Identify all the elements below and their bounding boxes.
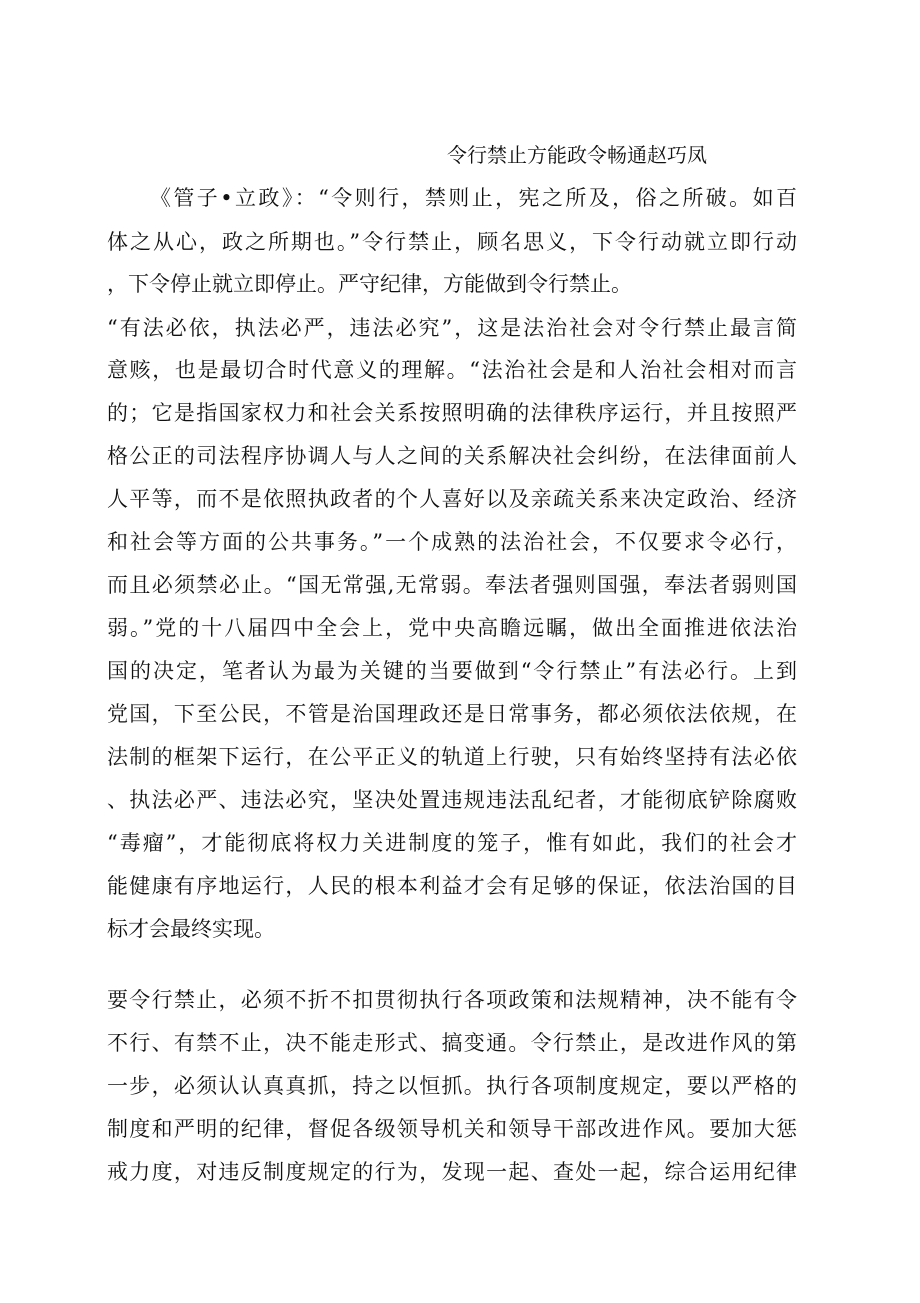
text-line: “毒瘤”，才能彻底将权力关进制度的笼子，惟有如此，我们的社会才 — [107, 831, 797, 855]
text-line: 戒力度，对违反制度规定的行为，发现一起、查处一起，综合运用纪律 — [107, 1160, 797, 1184]
text-line: 人平等，而不是依照执政者的个人喜好以及亲疏关系来决定政治、经济 — [107, 487, 797, 511]
text-line: 标才会最终实现。 — [107, 917, 275, 941]
text-line: 弱。”党的十八届四中全会上，党中央高瞻远瞩，做出全面推进依法治 — [107, 616, 797, 640]
text-line: 《管子•立政》：“令则行，禁则止，宪之所及，俗之所破。如百 — [150, 186, 797, 210]
text-line: 一步，必须认认真真抓，持之以恒抓。执行各项制度规定，要以严格的 — [107, 1074, 797, 1098]
text-line: 的；它是指国家权力和社会关系按照明确的法律秩序运行，并且按照严 — [107, 401, 797, 425]
text-line: 而且必须禁必止。“国无常强,无常弱。奉法者强则国强，奉法者弱则国 — [107, 573, 797, 597]
text-line: 法制的框架下运行，在公平正义的轨道上行驶，只有始终坚持有法必依 — [107, 745, 797, 769]
text-line: “有法必依，执法必严，违法必究”，这是法治社会对令行禁止最言简 — [107, 316, 797, 340]
text-line: 要令行禁止，必须不折不扣贯彻执行各项政策和法规精神，决不能有令 — [107, 988, 797, 1012]
text-line: ，下令停止就立即停止。严守纪律，方能做到令行禁止。 — [107, 272, 632, 296]
text-line: 意赅，也是最切合时代意义的理解。“法治社会是和人治社会相对而言 — [107, 358, 797, 382]
text-line: 能健康有序地运行，人民的根本利益才会有足够的保证，依法治国的目 — [107, 874, 797, 898]
text-line: 和社会等方面的公共事务。”一个成熟的法治社会，不仅要求令必行， — [107, 530, 797, 554]
text-line: 不行、有禁不止，决不能走形式、搞变通。令行禁止，是改进作风的第 — [107, 1031, 797, 1055]
text-line: 党国，下至公民，不管是治国理政还是日常事务，都必须依法依规，在 — [107, 702, 797, 726]
text-line: 国的决定，笔者认为最为关键的当要做到“令行禁止”有法必行。上到 — [107, 659, 797, 683]
text-line: 格公正的司法程序协调人与人之间的关系解决社会纠纷，在法律面前人 — [107, 444, 797, 468]
text-line: 制度和严明的纪律，督促各级领导机关和领导干部改进作风。要加大惩 — [107, 1117, 797, 1141]
text-line: 体之从心，政之所期也。”令行禁止，顾名思义，下令行动就立即行动 — [107, 230, 797, 254]
text-line: 、执法必严、违法必究，坚决处置违规违法乱纪者，才能彻底铲除腐败 — [107, 788, 797, 812]
document-title: 令行禁止方能政令畅通赵巧凤 — [447, 143, 707, 167]
